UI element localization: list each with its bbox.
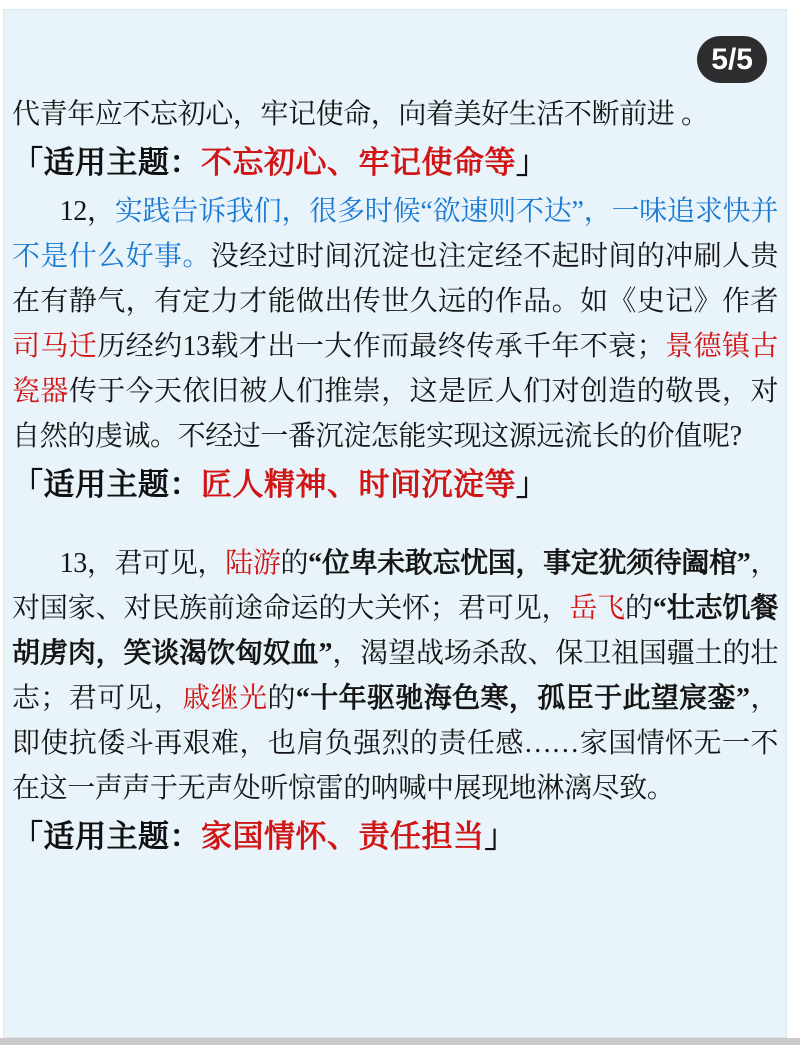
para13-text-1: 的 xyxy=(280,548,309,579)
para13-quote-3: “十年驱驰海色寒，孤臣于此望宸銮” xyxy=(295,683,750,714)
page-bottom-shadow xyxy=(0,1038,800,1045)
note-page xyxy=(3,9,787,1038)
page-counter-badge: 5/5 xyxy=(697,36,767,83)
theme2-bracket-close: 」 xyxy=(516,467,548,502)
para12-text-3: 传于今天依旧被人们推崇，这是匠人们对创造的敬畏，对自然的虔诚。不经过一番沉淀怎能实现这源远流长的价值呢? xyxy=(12,376,778,452)
para13-highlight-qi-jiguang: 戚继光 xyxy=(182,683,268,714)
intro-line xyxy=(12,92,778,137)
para13-quote-2: “壮志饥餐胡虏肉，笑谈渴饮匈奴血” xyxy=(12,593,778,669)
theme1-label: 适用主题： xyxy=(43,145,201,180)
para13-text-2: ，对国家、对民族前途命运的大关怀；君可见， xyxy=(12,548,779,624)
theme3-bracket-open: 「 xyxy=(12,819,44,854)
theme2-keywords: 匠人精神、时间沉淀等 xyxy=(201,467,516,502)
para13-highlight-lu-you: 陆游 xyxy=(225,548,281,579)
theme1-bracket-open: 「 xyxy=(12,145,44,180)
theme-line-3 xyxy=(12,811,778,863)
theme3-bracket-close: 」 xyxy=(484,819,516,854)
para13-quote-1: “位卑未敢忘忧国，事定犹须待阖棺” xyxy=(308,548,751,579)
para12-blue-opening: 实践告诉我们，很多时候“欲速则不达”，一味追求快并不是什么好事。 xyxy=(12,196,778,272)
theme2-label: 适用主题： xyxy=(43,467,201,502)
theme1-bracket-close: 」 xyxy=(516,145,548,180)
theme-line-1 xyxy=(12,137,778,189)
para13-highlight-yue-fei: 岳飞 xyxy=(569,593,626,624)
para12-text-1: 没经过时间沉淀也注定经不起时间的冲刷人贵在有静气，有定力才能做出传世久远的作品。如《史记》作者 xyxy=(12,241,778,317)
theme2-bracket-open: 「 xyxy=(12,467,44,502)
intro-line-text: 代青年应不忘初心，牢记使命，向着美好生活不断前进 。 xyxy=(12,99,709,130)
para13-opening: 13，君可见， xyxy=(59,548,226,579)
para12-number: 12， xyxy=(59,196,115,227)
paragraph-13 xyxy=(12,541,778,811)
para13-text-5: 的 xyxy=(267,683,296,714)
para12-highlight-sima-qian: 司马迁 xyxy=(12,331,98,362)
theme3-keywords: 家国情怀、责任担当 xyxy=(201,819,485,854)
para13-text-6: ，即使抗倭斗再艰难，也肩负强烈的责任感……家国情怀无一不在这一声声于无声处听惊雷的呐喊中展现地淋漓尽致。 xyxy=(12,683,778,804)
para12-text-2: 历经约13载才出一大作而最终传承千年不衰； xyxy=(97,331,665,362)
para13-text-3: 的 xyxy=(625,593,653,624)
para13-text-4: ，渴望战场杀敌、保卫祖国疆土的壮志；君可见， xyxy=(12,638,779,714)
theme3-label: 适用主题： xyxy=(43,819,201,854)
para12-highlight-jingdezhen-porcelain: 景德镇古瓷器 xyxy=(12,331,778,407)
theme1-keywords: 不忘初心、牢记使命等 xyxy=(201,145,516,180)
paragraph-12 xyxy=(12,189,778,459)
note-content xyxy=(4,10,786,863)
theme-line-2 xyxy=(12,459,778,511)
